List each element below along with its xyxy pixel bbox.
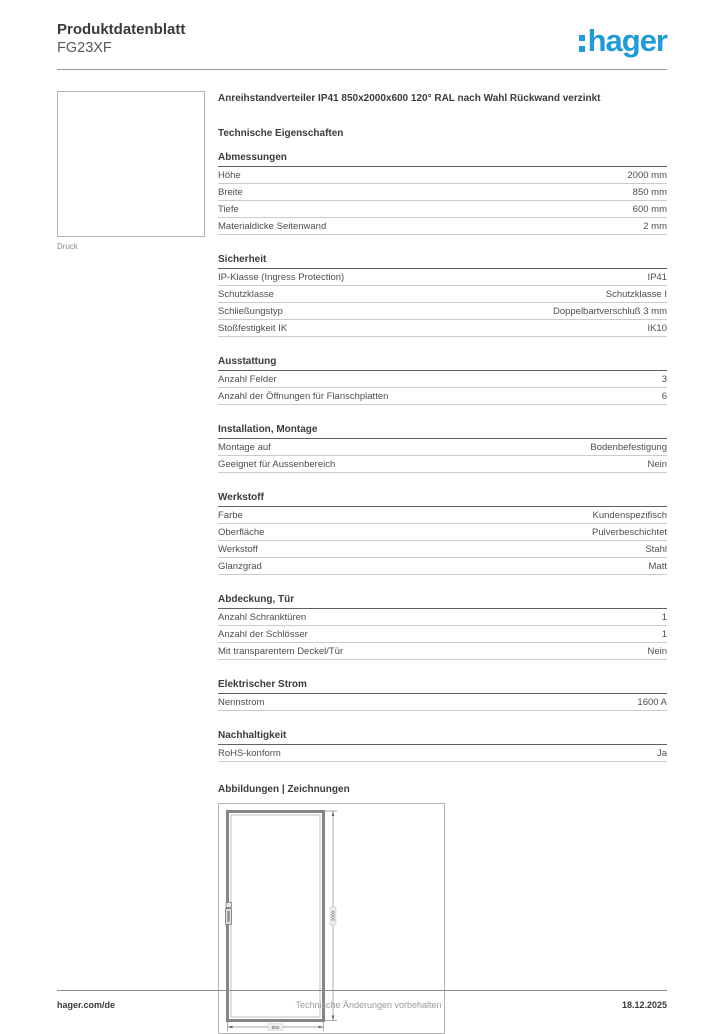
door-lock	[226, 903, 232, 908]
spec-row	[218, 184, 667, 201]
spec-value: Nein	[647, 458, 667, 470]
spec-group-title: Ausstattung	[218, 356, 667, 371]
spec-row	[218, 609, 667, 626]
footer-divider	[57, 990, 667, 991]
height-dimension-label: 2000	[330, 911, 336, 922]
spec-label: Werkstoff	[218, 543, 258, 555]
sidebar	[57, 91, 205, 1034]
footer-website-link[interactable]: hager.com/de	[57, 1000, 116, 1010]
spec-value: Nein	[647, 645, 667, 657]
logo-wordmark: hager	[587, 23, 667, 58]
spec-group	[218, 679, 667, 711]
logo-colon-icon	[579, 35, 585, 52]
section-heading-drawings: Abbildungen | Zeichnungen	[218, 784, 350, 796]
spec-row	[218, 388, 667, 405]
spec-group	[218, 594, 667, 660]
spec-label: Breite	[218, 186, 243, 198]
spec-row	[218, 643, 667, 660]
spec-group	[218, 424, 667, 473]
spec-value: Schutzklasse I	[605, 288, 667, 300]
spec-row	[218, 320, 667, 337]
spec-label: Anzahl der Schlösser	[218, 628, 308, 640]
spec-value: 1	[661, 628, 667, 640]
spec-value: Bodenbefestigung	[590, 441, 667, 453]
spec-label: Montage auf	[218, 441, 271, 453]
spec-group-title: Elektrischer Strom	[218, 679, 667, 694]
image-caption: Druck	[57, 242, 78, 252]
spec-row	[218, 269, 667, 286]
spec-value: 1600 A	[637, 696, 667, 708]
spec-value: 850 mm	[632, 186, 667, 198]
spec-value: Stahl	[645, 543, 667, 555]
spec-label: Mit transparentem Deckel/Tür	[218, 645, 344, 657]
spec-value: Doppelbartverschluß 3 mm	[552, 305, 667, 317]
section-heading-technical: Technische Eigenschaften	[218, 128, 344, 140]
arrow-left-icon	[228, 1026, 233, 1029]
spec-row	[218, 626, 667, 643]
spec-group	[218, 152, 667, 235]
spec-group	[218, 356, 667, 405]
spec-row	[218, 694, 667, 711]
spec-row	[218, 507, 667, 524]
spec-row	[218, 286, 667, 303]
spec-label: Stoßfestigkeit IK	[218, 322, 288, 334]
spec-row	[218, 201, 667, 218]
spec-value: 6	[661, 390, 667, 402]
spec-value: 3	[661, 373, 667, 385]
spec-row	[218, 218, 667, 235]
spec-row	[218, 371, 667, 388]
spec-value: 600 mm	[632, 203, 667, 215]
spec-row	[218, 524, 667, 541]
spec-label: IP-Klasse (Ingress Protection)	[218, 271, 345, 283]
spec-group-title: Sicherheit	[218, 254, 667, 269]
door-handle-grip	[227, 911, 229, 922]
spec-label: Farbe	[218, 509, 243, 521]
spec-group-title: Abdeckung, Tür	[218, 594, 667, 609]
spec-label: Tiefe	[218, 203, 239, 215]
spec-label: Geeignet für Aussenbereich	[218, 458, 336, 470]
spec-group	[218, 730, 667, 762]
spec-label: Materialdicke Seitenwand	[218, 220, 327, 232]
product-title: Anreihstandverteiler IP41 850x2000x600 120° RAL nach Wahl Rückwand verzinkt	[218, 93, 601, 105]
footer-date: 18.12.2025	[621, 1000, 667, 1010]
spec-groups	[218, 152, 667, 762]
spec-value: 1	[661, 611, 667, 623]
spec-label: Schutzklasse	[218, 288, 274, 300]
hager-logo	[579, 25, 667, 56]
arrow-right-icon	[319, 1026, 324, 1029]
spec-label: Oberfläche	[218, 526, 265, 538]
footer	[57, 990, 667, 1010]
spec-row	[218, 303, 667, 320]
content	[57, 91, 667, 1034]
spec-group-title: Werkstoff	[218, 492, 667, 507]
spec-label: Anzahl Felder	[218, 373, 277, 385]
spec-value: IP41	[647, 271, 667, 283]
spec-row	[218, 541, 667, 558]
spec-label: Anzahl der Öffnungen für Flanschplatten	[218, 390, 389, 402]
spec-label: Schließungstyp	[218, 305, 283, 317]
product-image-placeholder	[57, 91, 205, 237]
spec-row	[218, 456, 667, 473]
spec-group	[218, 254, 667, 337]
footer-disclaimer: Technische Änderungen vorbehalten	[295, 1000, 442, 1010]
spec-label: Glanzgrad	[218, 560, 262, 572]
header-divider	[57, 69, 667, 70]
spec-group-title: Nachhaltigkeit	[218, 730, 667, 745]
spec-value: IK10	[647, 322, 667, 334]
document-type-title: Produktdatenblatt	[57, 21, 186, 38]
spec-group-title: Abmessungen	[218, 152, 667, 167]
main-column	[218, 91, 667, 1034]
spec-value: Matt	[648, 560, 667, 572]
spec-row	[218, 745, 667, 762]
spec-value: Pulverbeschichtet	[592, 526, 667, 538]
spec-label: Höhe	[218, 169, 241, 181]
spec-label: Anzahl Schranktüren	[218, 611, 307, 623]
width-dimension-label: 850	[271, 1024, 280, 1030]
spec-row	[218, 439, 667, 456]
spec-value: 2000 mm	[627, 169, 667, 181]
footer-row	[57, 1000, 667, 1010]
product-code: FG23XF	[57, 40, 112, 56]
spec-row	[218, 558, 667, 575]
arrow-down-icon	[332, 1016, 335, 1021]
spec-label: Nennstrom	[218, 696, 265, 708]
spec-value: Kundenspezifisch	[592, 509, 667, 521]
arrow-up-icon	[332, 811, 335, 816]
header-titles	[57, 21, 185, 57]
spec-value: 2 mm	[643, 220, 667, 232]
spec-label: RoHS-konform	[218, 747, 281, 759]
spec-row	[218, 167, 667, 184]
header	[57, 0, 667, 57]
spec-group	[218, 492, 667, 575]
spec-group-title: Installation, Montage	[218, 424, 667, 439]
spec-value: Ja	[656, 747, 667, 759]
